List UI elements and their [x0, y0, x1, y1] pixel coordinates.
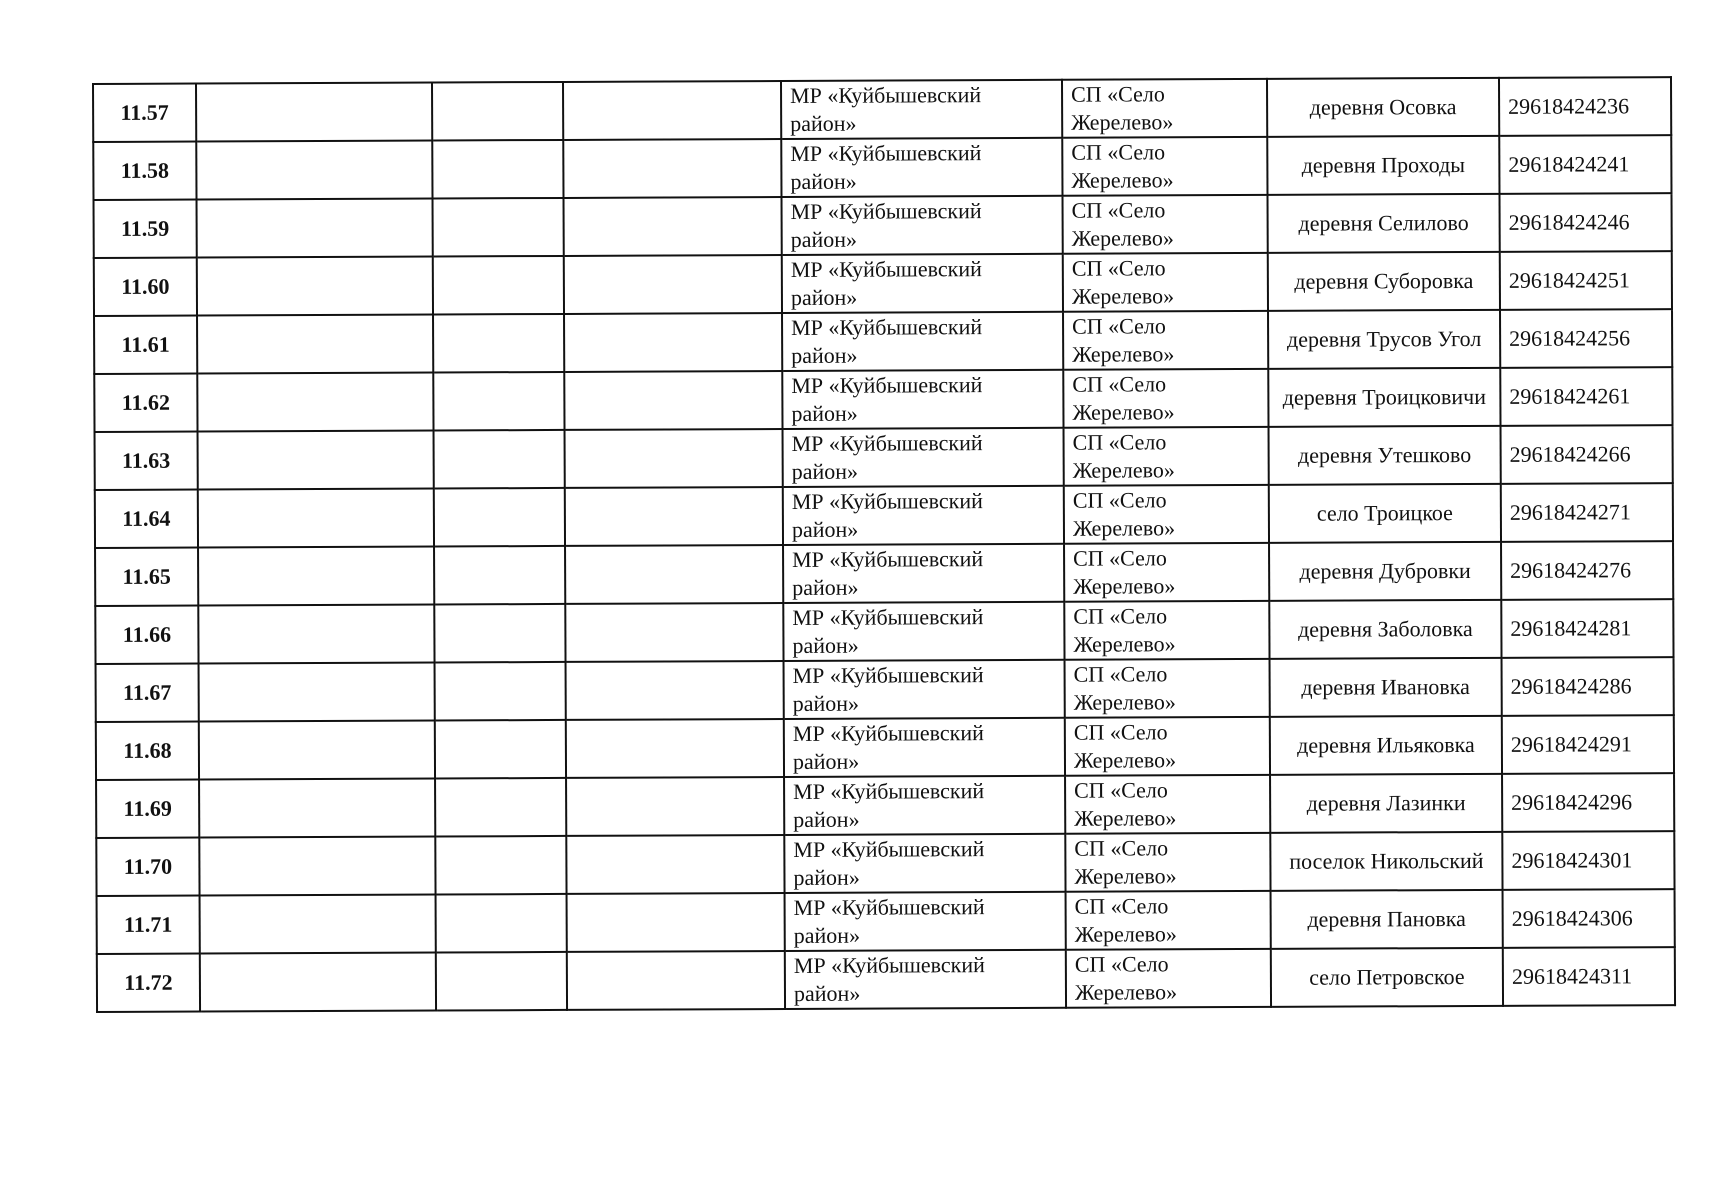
empty-cell	[434, 604, 565, 663]
municipal-district-line: МР «Куйбышевский	[791, 488, 983, 514]
table-body	[93, 77, 1675, 1012]
municipal-district-cell	[783, 544, 1064, 603]
empty-cell	[435, 836, 566, 895]
oktmo-code-cell: 29618424306	[1503, 889, 1675, 948]
empty-cell	[564, 197, 782, 256]
oktmo-code-cell: 29618424256	[1500, 309, 1672, 368]
municipal-district-line: МР «Куйбышевский	[791, 314, 983, 340]
municipal-district-line: МР «Куйбышевский	[790, 82, 982, 108]
rural-settlement-cell	[1063, 369, 1268, 428]
municipal-district-cell	[782, 254, 1063, 313]
rural-settlement-line: Жерелево»	[1072, 515, 1176, 541]
municipal-district-cell	[784, 834, 1065, 893]
municipal-district-line: МР «Куйбышевский	[790, 140, 982, 166]
empty-cell	[196, 83, 432, 142]
empty-cell	[436, 952, 567, 1011]
rural-settlement-cell	[1064, 427, 1269, 486]
empty-cell	[565, 603, 783, 662]
rural-settlement-line: Жерелево»	[1072, 341, 1175, 367]
municipal-district-line: район»	[792, 748, 860, 774]
oktmo-code-cell: 29618424296	[1502, 773, 1674, 832]
empty-cell	[566, 661, 784, 720]
municipal-district-cell	[782, 370, 1063, 429]
municipal-district-line: район»	[793, 980, 861, 1006]
settlements-table	[92, 76, 1676, 1013]
rural-settlement-cell	[1065, 833, 1270, 892]
municipal-district-cell	[784, 776, 1065, 835]
empty-cell	[432, 140, 563, 199]
empty-cell	[200, 953, 436, 1012]
oktmo-code-cell: 29618424276	[1501, 541, 1673, 600]
empty-cell	[564, 371, 782, 430]
rural-settlement-cell	[1065, 659, 1270, 718]
oktmo-code-cell: 29618424311	[1503, 947, 1675, 1006]
empty-cell	[436, 894, 567, 953]
locality-cell: деревня Пановка	[1271, 890, 1503, 949]
rural-settlement-line: СП «Село	[1074, 951, 1169, 977]
municipal-district-line: район»	[792, 574, 859, 600]
municipal-district-cell	[783, 486, 1064, 545]
municipal-district-line: МР «Куйбышевский	[793, 836, 985, 862]
municipal-district-line: МР «Куйбышевский	[791, 372, 983, 398]
table-row	[95, 599, 1673, 664]
municipal-district-line: район»	[793, 806, 860, 832]
row-number-cell: 11.61	[94, 316, 197, 374]
empty-cell	[565, 545, 783, 604]
empty-cell	[199, 837, 435, 896]
empty-cell	[435, 778, 566, 837]
locality-cell: деревня Троицковичи	[1268, 368, 1500, 427]
rural-settlement-line: Жерелево»	[1071, 283, 1175, 309]
locality-cell: деревня Осовка	[1267, 78, 1499, 137]
rural-settlement-line: Жерелево»	[1071, 167, 1174, 193]
municipal-district-cell	[781, 138, 1062, 197]
locality-cell: деревня Трусов Угол	[1268, 310, 1500, 369]
table-row	[94, 251, 1672, 316]
rural-settlement-line: Жерелево»	[1073, 631, 1176, 657]
locality-cell: деревня Лазинки	[1270, 774, 1502, 833]
empty-cell	[199, 663, 435, 722]
rural-settlement-cell	[1064, 601, 1269, 660]
rural-settlement-line: СП «Село	[1072, 487, 1167, 513]
table-row	[96, 773, 1674, 838]
empty-cell	[433, 256, 564, 315]
row-number-cell: 11.70	[96, 838, 199, 896]
row-number-cell: 11.58	[93, 142, 196, 200]
locality-cell: деревня Утешково	[1269, 426, 1501, 485]
locality-cell: поселок Никольский	[1270, 832, 1502, 891]
rural-settlement-line: СП «Село	[1073, 545, 1167, 571]
municipal-district-line: МР «Куйбышевский	[792, 720, 984, 746]
municipal-district-cell	[785, 892, 1066, 951]
row-number-cell: 11.62	[94, 374, 197, 432]
municipal-district-cell	[781, 80, 1062, 139]
rural-settlement-line: СП «Село	[1072, 313, 1166, 339]
oktmo-code-cell: 29618424281	[1501, 599, 1673, 658]
municipal-district-line: район»	[793, 864, 860, 890]
row-number-cell: 11.59	[94, 200, 197, 258]
table-row	[97, 889, 1675, 954]
empty-cell	[198, 431, 434, 490]
table-row	[93, 135, 1671, 200]
rural-settlement-line: СП «Село	[1074, 777, 1168, 803]
empty-cell	[433, 372, 564, 431]
rural-settlement-line: СП «Село	[1072, 429, 1167, 455]
municipal-district-line: район»	[791, 458, 859, 484]
rural-settlement-line: СП «Село	[1071, 139, 1166, 165]
municipal-district-cell	[782, 312, 1063, 371]
row-number-cell: 11.57	[93, 84, 196, 142]
municipal-district-line: район»	[792, 690, 860, 716]
empty-cell	[566, 835, 784, 894]
rural-settlement-line: Жерелево»	[1074, 863, 1177, 889]
empty-cell	[567, 951, 785, 1010]
table-row	[96, 831, 1674, 896]
rural-settlement-line: СП «Село	[1071, 255, 1166, 281]
rural-settlement-cell	[1065, 775, 1270, 834]
locality-cell: деревня Суборовка	[1268, 252, 1500, 311]
rural-settlement-line: Жерелево»	[1074, 805, 1177, 831]
oktmo-code-cell: 29618424246	[1499, 193, 1671, 252]
municipal-district-line: МР «Куйбышевский	[790, 198, 982, 224]
municipal-district-line: МР «Куйбышевский	[791, 430, 983, 456]
municipal-district-line: район»	[791, 516, 859, 542]
rural-settlement-cell	[1063, 253, 1268, 312]
empty-cell	[434, 430, 565, 489]
row-number-cell: 11.66	[95, 606, 198, 664]
table-row	[95, 483, 1673, 548]
locality-cell: деревня Проходы	[1267, 136, 1499, 195]
oktmo-code-cell: 29618424241	[1499, 135, 1671, 194]
table-row	[96, 715, 1674, 780]
rural-settlement-line: СП «Село	[1073, 719, 1168, 745]
rural-settlement-line: Жерелево»	[1071, 109, 1174, 135]
empty-cell	[197, 315, 433, 374]
municipal-district-line: МР «Куйбышевский	[790, 256, 982, 282]
municipal-district-line: район»	[791, 342, 858, 368]
row-number-cell: 11.60	[94, 258, 197, 316]
rural-settlement-line: СП «Село	[1071, 197, 1166, 223]
municipal-district-line: район»	[790, 110, 857, 136]
municipal-district-line: МР «Куйбышевский	[792, 604, 984, 630]
empty-cell	[433, 314, 564, 373]
municipal-district-cell	[784, 660, 1065, 719]
oktmo-code-cell: 29618424301	[1502, 831, 1674, 890]
table-row	[95, 541, 1673, 606]
empty-cell	[198, 605, 434, 664]
rural-settlement-line: Жерелево»	[1071, 225, 1174, 251]
rural-settlement-line: Жерелево»	[1073, 689, 1176, 715]
oktmo-code-cell: 29618424261	[1500, 367, 1672, 426]
empty-cell	[198, 547, 434, 606]
empty-cell	[566, 719, 784, 778]
oktmo-code-cell: 29618424291	[1502, 715, 1674, 774]
rural-settlement-cell	[1064, 543, 1269, 602]
rural-settlement-cell	[1062, 79, 1267, 138]
oktmo-code-cell: 29618424266	[1501, 425, 1673, 484]
empty-cell	[565, 429, 783, 488]
empty-cell	[567, 893, 785, 952]
locality-cell: село Троицкое	[1269, 484, 1501, 543]
rural-settlement-line: СП «Село	[1071, 81, 1165, 107]
rural-settlement-line: СП «Село	[1073, 603, 1168, 629]
municipal-district-line: МР «Куйбышевский	[793, 952, 985, 978]
municipal-district-cell	[785, 950, 1066, 1009]
table-row	[95, 425, 1673, 490]
table-row	[94, 309, 1672, 374]
empty-cell	[564, 313, 782, 372]
row-number-cell: 11.68	[96, 722, 199, 780]
empty-cell	[433, 198, 564, 257]
empty-cell	[563, 81, 781, 140]
empty-cell	[197, 257, 433, 316]
rural-settlement-cell	[1066, 949, 1271, 1008]
municipal-district-line: МР «Куйбышевский	[793, 894, 985, 920]
empty-cell	[565, 487, 783, 546]
oktmo-code-cell: 29618424286	[1502, 657, 1674, 716]
row-number-cell: 11.67	[96, 664, 199, 722]
locality-cell: деревня Дубровки	[1269, 542, 1501, 601]
empty-cell	[435, 720, 566, 779]
locality-cell: деревня Заболовка	[1269, 600, 1501, 659]
municipal-district-cell	[782, 196, 1063, 255]
municipal-district-line: район»	[793, 922, 861, 948]
municipal-district-cell	[784, 718, 1065, 777]
rural-settlement-cell	[1062, 137, 1267, 196]
rural-settlement-line: Жерелево»	[1073, 573, 1176, 599]
row-number-cell: 11.64	[95, 490, 198, 548]
municipal-district-line: МР «Куйбышевский	[792, 662, 984, 688]
rural-settlement-line: СП «Село	[1073, 661, 1168, 687]
empty-cell	[199, 721, 435, 780]
empty-cell	[564, 255, 782, 314]
empty-cell	[432, 82, 563, 141]
empty-cell	[197, 373, 433, 432]
rural-settlement-cell	[1066, 891, 1271, 950]
municipal-district-cell	[783, 602, 1064, 661]
rural-settlement-line: СП «Село	[1072, 371, 1167, 397]
row-number-cell: 11.63	[95, 432, 198, 490]
municipal-district-line: МР «Куйбышевский	[793, 778, 985, 804]
rural-settlement-line: СП «Село	[1074, 835, 1169, 861]
rural-settlement-line: Жерелево»	[1074, 979, 1178, 1005]
table-row	[96, 657, 1674, 722]
rural-settlement-cell	[1063, 195, 1268, 254]
empty-cell	[196, 141, 432, 200]
rural-settlement-line: Жерелево»	[1072, 457, 1175, 483]
rural-settlement-line: СП «Село	[1074, 893, 1169, 919]
oktmo-code-cell: 29618424251	[1500, 251, 1672, 310]
locality-cell: село Петровское	[1271, 948, 1503, 1007]
row-number-cell: 11.65	[95, 548, 198, 606]
municipal-district-line: район»	[791, 400, 858, 426]
municipal-district-line: район»	[790, 284, 858, 310]
municipal-district-line: МР «Куйбышевский	[792, 546, 984, 572]
locality-cell: деревня Ильяковка	[1270, 716, 1502, 775]
municipal-district-line: район»	[790, 168, 857, 194]
table-row	[94, 193, 1672, 258]
empty-cell	[198, 489, 434, 548]
empty-cell	[434, 488, 565, 547]
municipal-district-line: район»	[790, 226, 858, 252]
table-row	[94, 367, 1672, 432]
locality-cell: деревня Ивановка	[1270, 658, 1502, 717]
table-row	[93, 77, 1671, 142]
rural-settlement-cell	[1064, 485, 1269, 544]
empty-cell	[563, 139, 781, 198]
municipal-district-line: район»	[792, 632, 859, 658]
rural-settlement-cell	[1065, 717, 1270, 776]
empty-cell	[434, 546, 565, 605]
table-row	[97, 947, 1675, 1012]
row-number-cell: 11.69	[96, 780, 199, 838]
empty-cell	[200, 895, 436, 954]
rural-settlement-line: Жерелево»	[1072, 399, 1175, 425]
rural-settlement-cell	[1063, 311, 1268, 370]
oktmo-code-cell: 29618424236	[1499, 77, 1671, 136]
row-number-cell: 11.71	[97, 896, 200, 954]
empty-cell	[197, 199, 433, 258]
row-number-cell: 11.72	[97, 954, 200, 1012]
empty-cell	[566, 777, 784, 836]
municipal-district-cell	[783, 428, 1064, 487]
empty-cell	[435, 662, 566, 721]
empty-cell	[199, 779, 435, 838]
oktmo-code-cell: 29618424271	[1501, 483, 1673, 542]
rural-settlement-line: Жерелево»	[1073, 747, 1177, 773]
locality-cell: деревня Селилово	[1267, 194, 1499, 253]
rural-settlement-line: Жерелево»	[1074, 921, 1177, 947]
